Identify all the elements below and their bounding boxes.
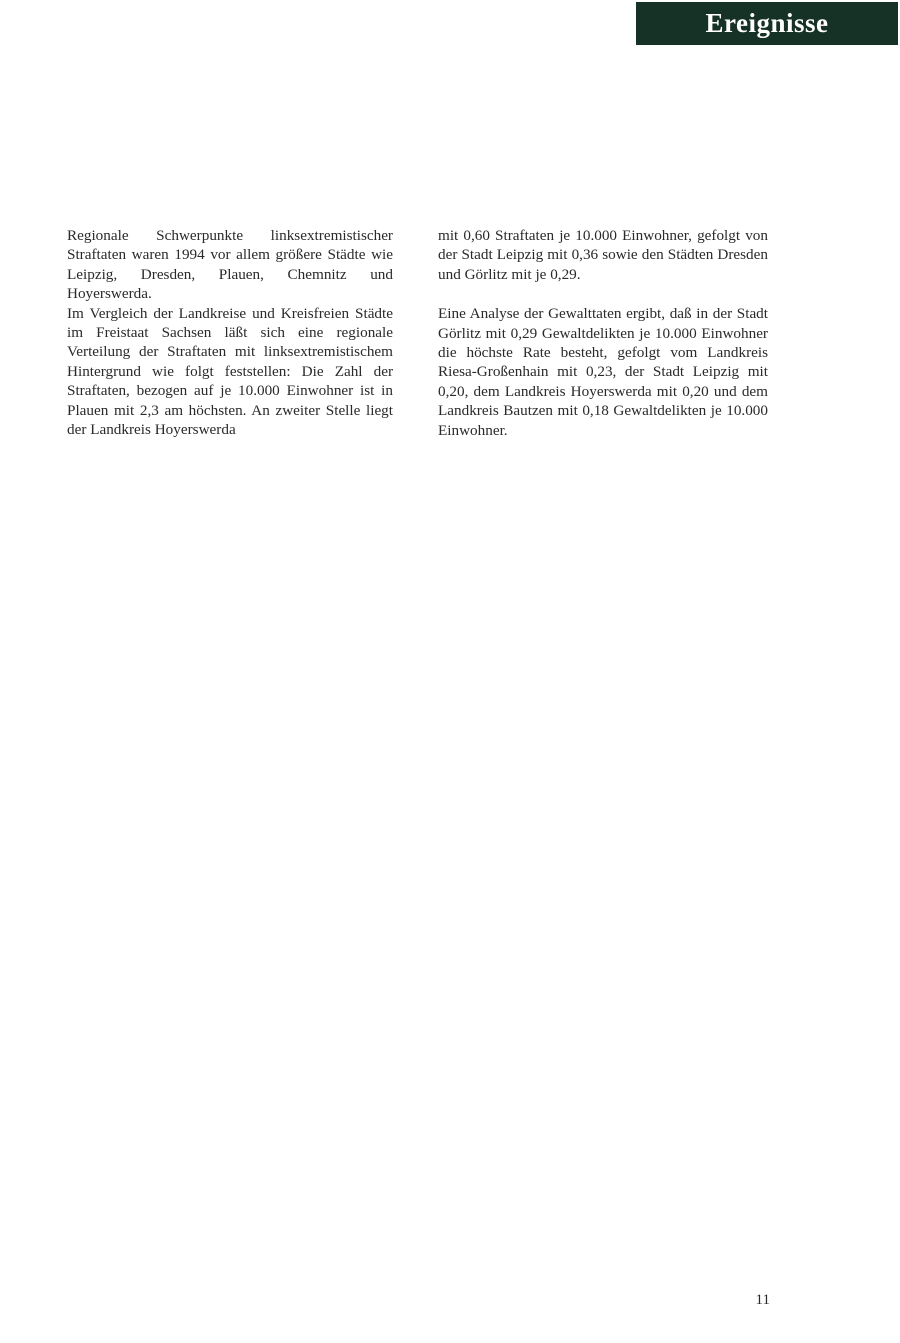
text-column-left xyxy=(67,226,393,439)
paragraph: Im Vergleich der Landkreise und Kreisfreien Städte im Freistaat Sachsen läßt sich eine regionale Verteilung der Straftaten mit linksextremistischem Hintergrund wie folgt feststellen: Die Zahl der Straftaten, bezogen auf je 10.000 Einwohner ist in Plauen mit 2,3 am höchsten. An zweiter Stelle liegt der Landkreis Hoyerswerda xyxy=(67,304,393,439)
paragraph: Eine Analyse der Gewalttaten ergibt, daß in der Stadt Görlitz mit 0,29 Gewaltdelikten je 10.000 Einwohner die höchste Rate besteht, gefolgt vom Landkreis Riesa-Großenhain mit 0,23, der Stadt Leipzig mit 0,20, dem Landkreis Hoyerswerda mit 0,20 und dem Landkreis Bautzen mit 0,18 Gewaltdelikten je 10.000 Einwohner. xyxy=(438,305,768,439)
paragraph: Regionale Schwerpunkte linksextremistischer Straftaten waren 1994 vor allem größere Städte wie Leipzig, Dresden, Plauen, Chemnitz und Hoyerswerda. xyxy=(67,227,393,303)
page-number: 11 xyxy=(755,1292,770,1308)
section-header-tab xyxy=(636,2,898,45)
paragraph: mit 0,60 Straftaten je 10.000 Einwohner, gefolgt von der Stadt Leipzig mit 0,36 sowie den Städten Dresden und Görlitz mit je 0,29. xyxy=(438,227,768,283)
text-column-right xyxy=(438,226,768,440)
section-title: Ereignisse xyxy=(705,8,829,38)
